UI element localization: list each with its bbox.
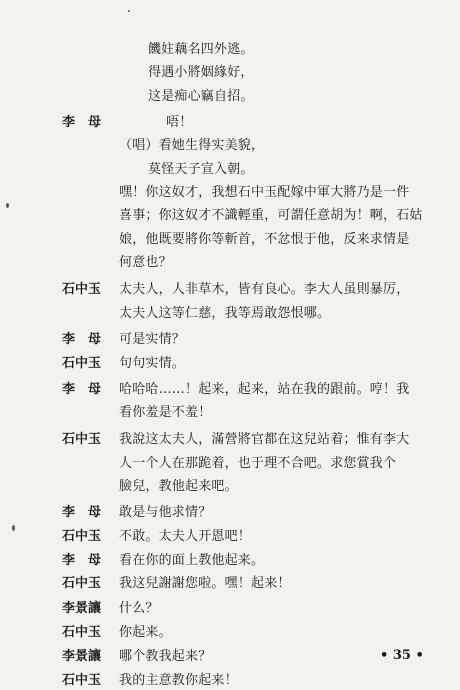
dialogue-line: 太夫人这等仁慈，我等焉敢怨恨哪。 [119, 306, 331, 321]
dialogue-line: 得遇小將姻緣好， [148, 65, 254, 80]
speaker-name: 李景讓 [62, 649, 102, 664]
scan-speck [128, 10, 130, 12]
speaker-name: 李 母 [62, 382, 102, 397]
dialogue-line: 臉兒，教他起来吧。 [119, 479, 238, 494]
speaker-name: 石中玉 [62, 356, 102, 371]
speaker-name: 李 母 [62, 505, 102, 520]
dialogue-line: 敢是与他求情？ [119, 505, 212, 520]
speaker-name: 李景讓 [62, 601, 102, 616]
dialogue-line: 哪个教我起来？ [119, 649, 212, 664]
speaker-name: 石中玉 [62, 625, 102, 640]
dialogue-line: 不敢。太夫人开恩吧！ [119, 529, 252, 544]
scan-speck [12, 525, 15, 531]
speaker-name: 石中玉 [62, 432, 102, 447]
dialogue-line: 可是实情？ [119, 332, 186, 347]
speaker-name: 石中玉 [62, 529, 102, 544]
dialogue-line: 嘿！你这奴才，我想石中玉配嫁中軍大將乃是一件 [119, 185, 410, 200]
dialogue-line: 娘，他既要將你等斬首，不忿恨于他，反来求情是 [119, 232, 410, 247]
scan-speck [6, 203, 9, 208]
speaker-name: 石中玉 [62, 576, 102, 591]
dialogue-line: 我的主意教你起来！ [119, 673, 238, 688]
dialogue-line: 看在你的面上教他起来。 [119, 553, 265, 568]
dialogue-line: 喜事；你这奴才不識輕重，可謂任意胡为！啊，石姑 [119, 208, 423, 223]
dialogue-line: 何意也？ [119, 255, 172, 270]
dialogue-line: 哈哈哈……！起来，起来，站在我的跟前。哼！我 [119, 382, 410, 397]
dialogue-line: 莫怪天子宣入朝。 [148, 162, 254, 177]
dialogue-line: 我說这太夫人，滿營將官都在这兒站着；惟有李大 [119, 432, 410, 447]
speaker-name: 石中玉 [62, 673, 102, 688]
dialogue-line: 这是痴心竊自招。 [148, 89, 254, 104]
speaker-name: 石中玉 [62, 282, 102, 297]
dialogue-line: 唔！ [166, 115, 193, 130]
speaker-name: 李 母 [62, 332, 102, 347]
dialogue-line: 看你羞是不羞！ [119, 405, 212, 420]
dialogue-line: 人一个人在那跪着，也于理不合吧。求您賞我个 [119, 456, 397, 471]
dialogue-line: 句句实情。 [119, 356, 186, 371]
dialogue-line: 什么？ [119, 601, 159, 616]
page-number: • 35 • [380, 648, 424, 663]
speaker-name: 李 母 [62, 115, 102, 130]
dialogue-line: 你起来。 [119, 625, 172, 640]
dialogue-line: 饑妵藕名四外逃。 [148, 42, 254, 57]
speaker-name: 李 母 [62, 553, 102, 568]
dialogue-line: （唱）看她生得实美貌， [119, 138, 265, 153]
dialogue-line: 我这兒謝謝您啦。嘿！起来！ [119, 576, 291, 591]
dialogue-line: 太夫人，人非草木，皆有良心。李大人虽則暴厉， [119, 282, 410, 297]
